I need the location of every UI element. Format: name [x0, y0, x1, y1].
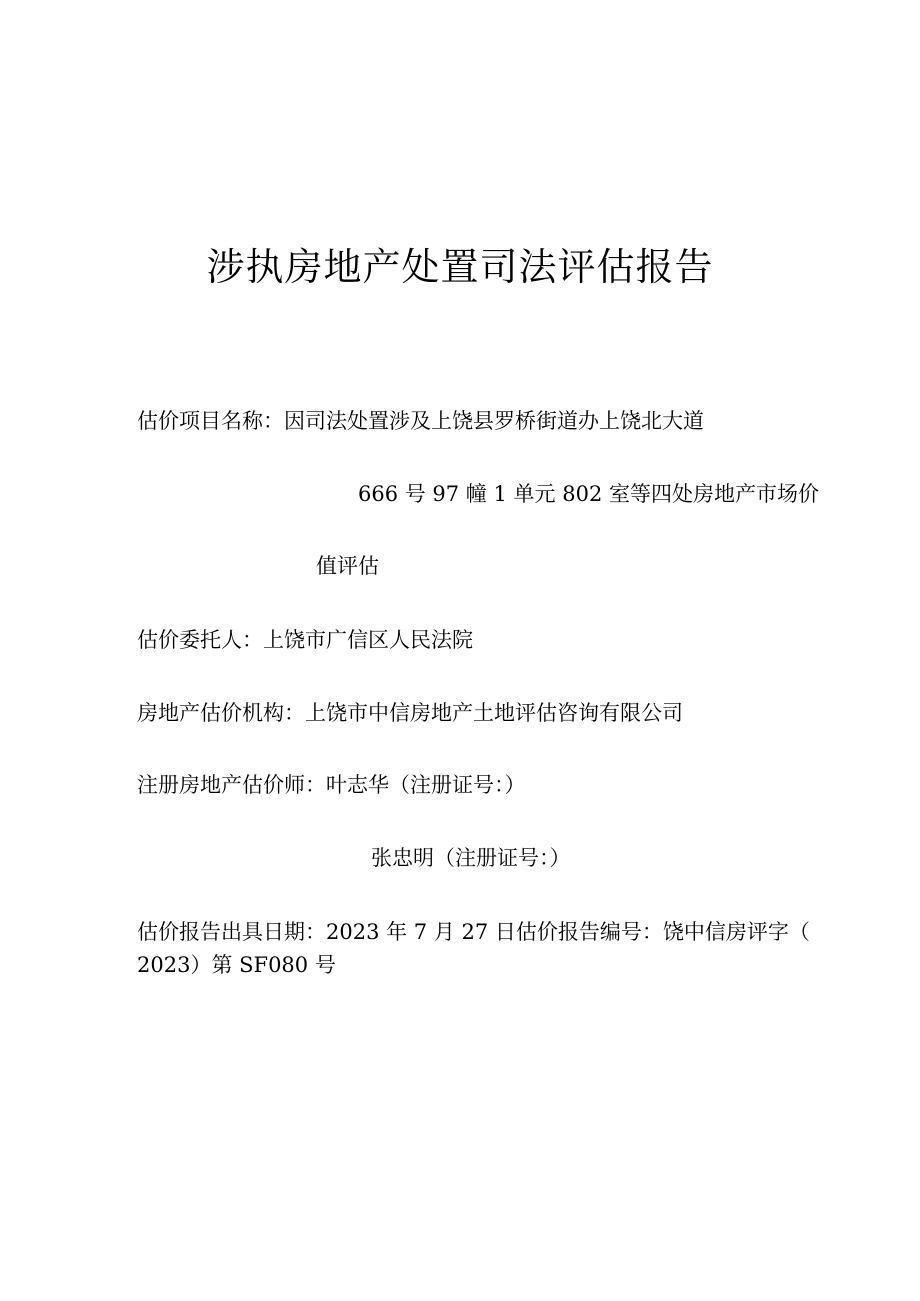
project-name-line-3: 值评估 — [316, 554, 379, 578]
agency-line: 房地产估价机构：上饶市中信房地产土地评估咨询有限公司 — [137, 701, 683, 725]
appraiser-line-2: 张忠明（注册证号：） — [371, 846, 571, 870]
client-line: 估价委托人：上饶市广信区人民法院 — [137, 628, 473, 652]
project-name-line-1: 估价项目名称：因司法处置涉及上饶县罗桥街道办上饶北大道 — [137, 409, 704, 433]
date-and-number-line-2: 2023）第 SF080 号 — [137, 953, 336, 977]
appraiser-line-1: 注册房地产估价师：叶志华（注册证号：） — [137, 773, 526, 797]
date-and-number-line-1: 估价报告出具日期：2023 年 7 月 27 日估价报告编号：饶中信房评字（ — [137, 920, 810, 944]
report-title: 涉执房地产处置司法评估报告 — [206, 245, 714, 289]
project-name-line-2: 666 号 97 幢 1 单元 802 室等四处房地产市场价 — [358, 482, 819, 506]
